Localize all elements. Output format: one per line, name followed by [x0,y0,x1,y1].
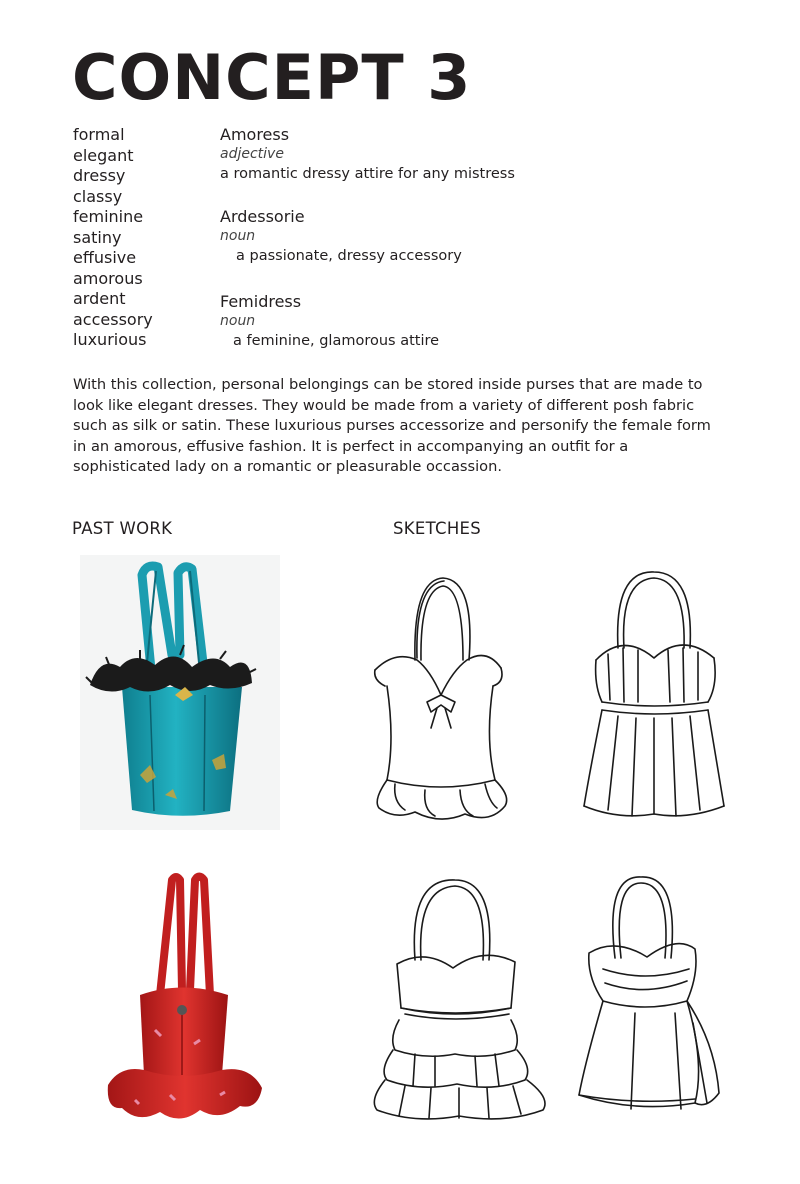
definition-text: a romantic dressy attire for any mistress [220,166,515,182]
definition-text: a passionate, dressy accessory [236,248,462,264]
definition-part-of-speech: adjective [220,146,284,162]
keyword-item: elegant [73,145,134,165]
keyword-item: classy [73,186,123,206]
keyword-item: ardent [73,289,126,308]
definition-femidress [220,292,740,351]
sketch-corset-bow-bag [365,570,515,825]
keyword-item: amorous [73,268,143,288]
keyword-item: dressy [73,166,126,185]
keyword-item: luxurious [73,330,147,349]
definition-amoress [220,125,740,184]
past-work-heading: PAST WORK [72,519,173,538]
page-title: CONCEPT 3 [72,41,472,114]
definition-word: Ardessorie [220,207,305,226]
keyword-list [73,125,153,351]
definition-word: Femidress [220,292,302,311]
keyword-item: effusive [73,248,137,267]
keyword-item: formal [73,125,125,144]
definition-text: a feminine, glamorous attire [233,333,440,349]
teal-bag-photo [80,555,280,830]
keyword-item: satiny [73,227,122,247]
concept-description: With this collection, personal belongings can be stored inside purses that are made to look like elegant dresses. They would be made from a variety of different posh fabric such as silk or satin. These luxurious purses accessorize and personify the female form in an amorous, effusive fashion. It is perfect in accompanying an outfit for a sophisticated lady on a romantic or pleasurable occassion. [73,376,711,475]
keyword-item: accessory [73,309,153,329]
keyword-item: feminine [73,207,144,226]
sketches-heading: SKETCHES [393,519,482,538]
definition-part-of-speech: noun [220,228,256,244]
sketch-tiered-ruffle-bag [365,878,555,1128]
red-bag-photo [100,870,265,1135]
sketch-draped-bag [575,873,725,1118]
definition-ardessorie [220,207,740,266]
definition-part-of-speech: noun [220,313,256,329]
definition-word: Amoress [220,125,290,144]
sketch-pleated-bag [578,570,728,825]
